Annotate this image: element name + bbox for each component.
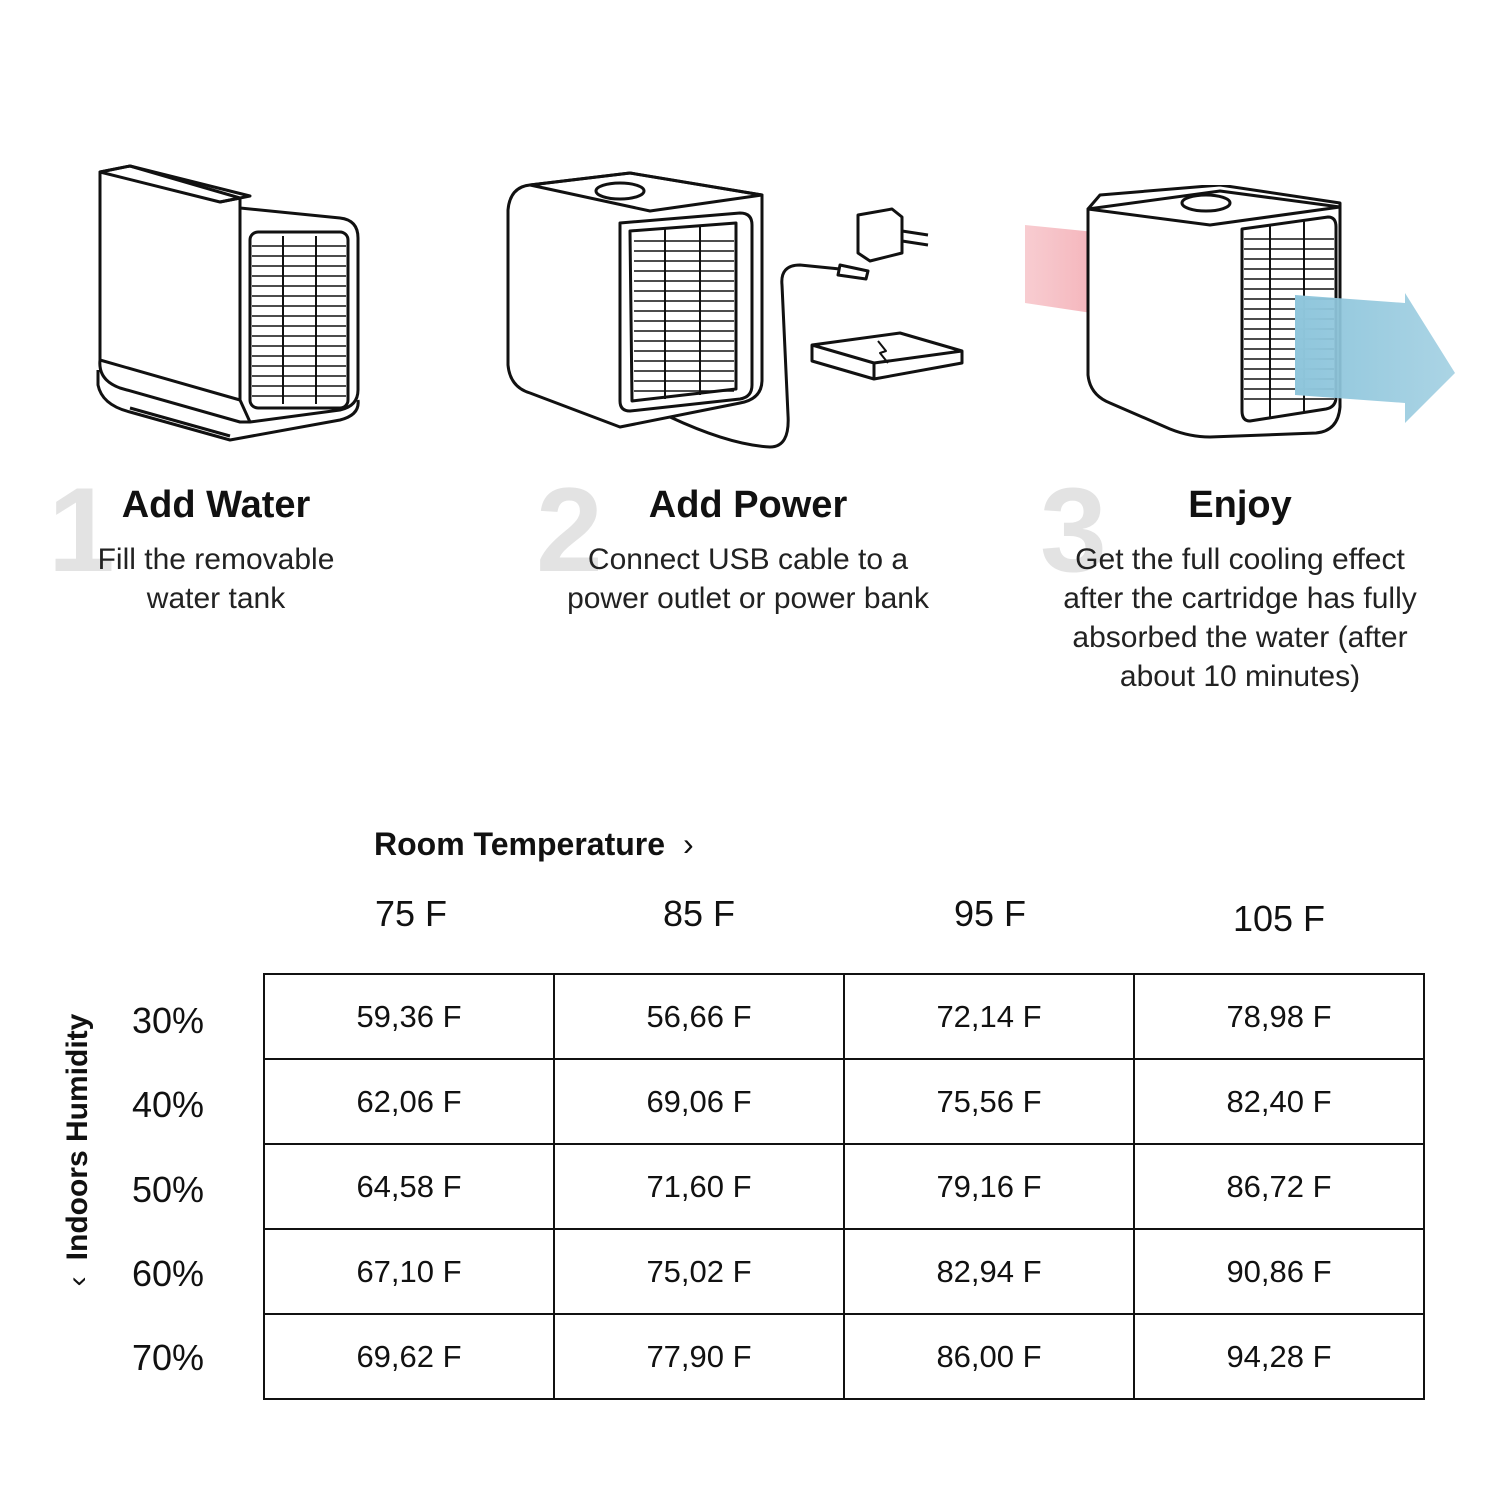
table-cell: 64,58 F — [264, 1144, 554, 1229]
step-1-number: 1 — [48, 463, 115, 597]
table-cell: 82,94 F — [844, 1229, 1134, 1314]
step-add-power — [536, 463, 958, 618]
table-cell: 86,72 F — [1134, 1144, 1424, 1229]
step-add-water — [6, 463, 426, 618]
cooler-airflow-illustration — [1020, 185, 1460, 445]
indoors-humidity-label: ‹Indoors Humidity — [61, 1013, 94, 1287]
step-2-description: Connect USB cable to a power outlet or power bank — [567, 543, 929, 615]
cooling-temperature-table — [263, 973, 1425, 1400]
row-header: 70% — [132, 1337, 205, 1378]
column-header: 105 F — [1232, 898, 1326, 939]
table-cell: 77,90 F — [554, 1314, 844, 1399]
chevron-down-icon: ‹ — [61, 1276, 94, 1287]
table-cell: 56,66 F — [554, 974, 844, 1059]
table-cell: 59,36 F — [264, 974, 554, 1059]
step-2-number: 2 — [536, 463, 603, 597]
cooler-usb-power-illustration — [500, 165, 980, 455]
table-row — [264, 1314, 1424, 1399]
table-cell: 69,62 F — [264, 1314, 554, 1399]
row-header: 60% — [132, 1253, 205, 1294]
step-3-title: Enjoy — [1188, 484, 1292, 526]
table-cell: 90,86 F — [1134, 1229, 1424, 1314]
table-cell: 79,16 F — [844, 1144, 1134, 1229]
row-header: 50% — [132, 1169, 205, 1210]
table-row — [264, 974, 1424, 1059]
cooler-with-water-tank-illustration — [90, 160, 370, 450]
row-header: 30% — [132, 1000, 205, 1041]
chevron-right-icon: › — [683, 826, 694, 862]
table-cell: 75,02 F — [554, 1229, 844, 1314]
step-2-title: Add Power — [648, 484, 848, 526]
table-cell: 94,28 F — [1134, 1314, 1424, 1399]
table-cell: 86,00 F — [844, 1314, 1134, 1399]
table-cell: 78,98 F — [1134, 974, 1424, 1059]
table-cell: 72,14 F — [844, 974, 1134, 1059]
table-cell: 67,10 F — [264, 1229, 554, 1314]
room-temperature-label: Room Temperature › — [374, 826, 694, 862]
table-cell: 75,56 F — [844, 1059, 1134, 1144]
step-1-description: Fill the removable water tank — [97, 543, 335, 615]
step-1-title: Add Water — [121, 484, 311, 526]
column-header: 85 F — [662, 893, 736, 934]
column-header: 75 F — [374, 893, 448, 934]
step-3-number: 3 — [1040, 463, 1107, 597]
table-cell: 82,40 F — [1134, 1059, 1424, 1144]
step-enjoy — [1030, 463, 1450, 696]
table-row — [264, 1229, 1424, 1314]
row-header: 40% — [132, 1084, 205, 1125]
table-cell: 62,06 F — [264, 1059, 554, 1144]
table-cell: 71,60 F — [554, 1144, 844, 1229]
table-cell: 69,06 F — [554, 1059, 844, 1144]
table-row — [264, 1144, 1424, 1229]
step-3-description: Get the full cooling effect after the cartridge has fully absorbed the water (after about 10 minutes) — [1063, 543, 1417, 693]
column-header: 95 F — [953, 893, 1027, 934]
table-row — [264, 1059, 1424, 1144]
